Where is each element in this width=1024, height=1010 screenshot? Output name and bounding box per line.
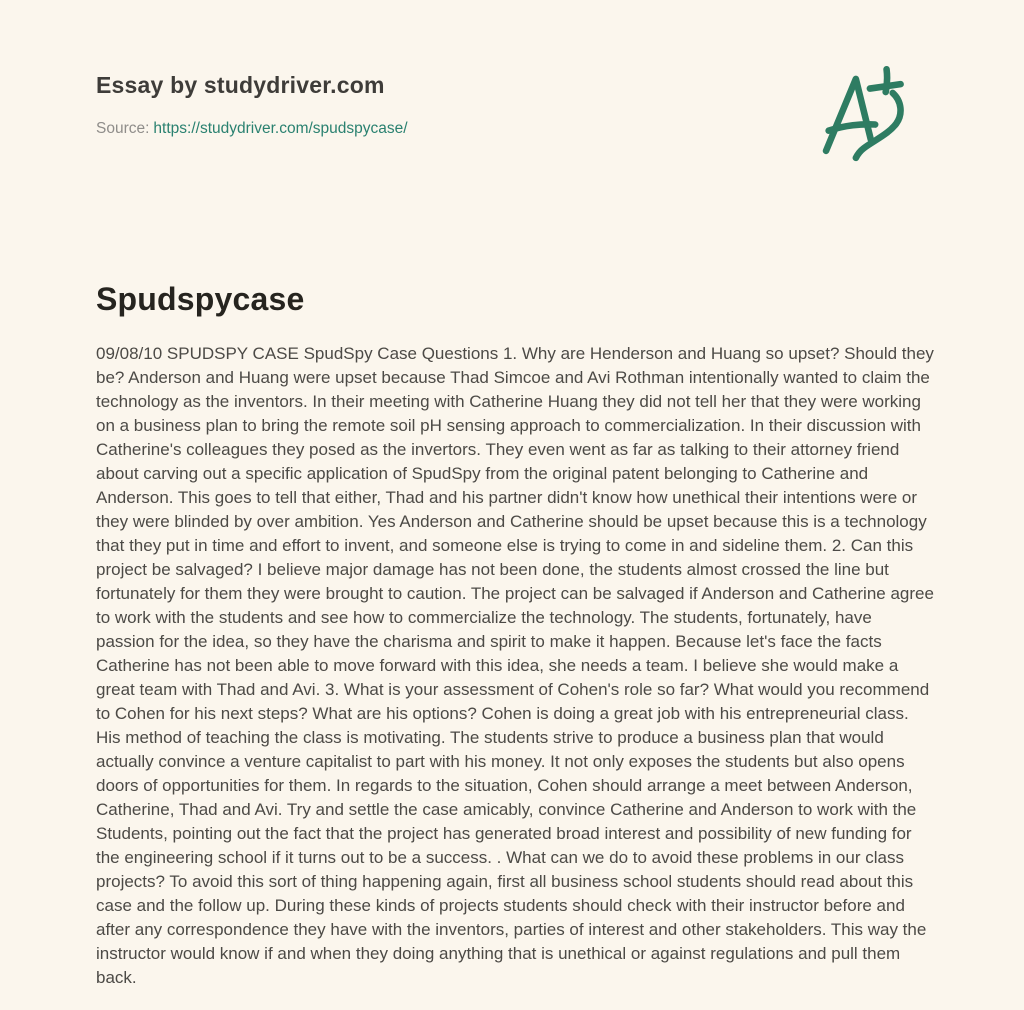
page-header — [96, 64, 930, 169]
site-byline-heading: Essay by studydriver.com — [96, 72, 385, 98]
source-url-link[interactable]: https://studydriver.com/spudspycase/ — [153, 120, 408, 137]
header-text-block — [96, 64, 408, 138]
a-plus-logo-icon — [818, 64, 906, 169]
essay-body-text: 09/08/10 SPUDSPY CASE SpudSpy Case Questions 1. Why are Henderson and Huang so upset? Should they be? Anderson and Huang were upset because Thad Simcoe and Avi Rothman intentionally wanted to claim the technology as the inventors. In their meeting with Catherine Huang they did not tell her that they were working on a business plan to bring the remote soil pH sensing approach to commercialization. In their discussion with Catherine's colleagues they posed as the invertors. They even went as far as talking to their attorney friend about carving out a specific application of SpudSpy from the original patent belonging to Catherine and Anderson. This goes to tell that either, Thad and his partner didn't know how unethical their intentions were or they were blinded by over ambition. Yes Anderson and Catherine should be upset because this is a technology that they put in time and effort to invent, and someone else is trying to come in and sideline them. 2. Can this project be salvaged? I believe major damage has not been done, the students almost crossed the line but fortunately for them they were brought to caution. The project can be salvaged if Anderson and Catherine agree to work with the students and see how to commercialize the technology. The students, fortunately, have passion for the idea, so they have the charisma and spirit to make it happen. Because let's face the facts Catherine has not been able to move forward with this idea, she needs a team. I believe she would make a great team with Thad and Avi. 3. What is your assessment of Cohen's role so far? What would you recommend to Cohen for his next steps? What are his options? Cohen is doing a great job with his entrepreneurial class. His method of teaching the class is motivating. The students strive to produce a business plan that would actually convince a venture capitalist to part with his money. It not only exposes the students but also opens doors of opportunities for them. In regards to the situation, Cohen should arrange a meet between Anderson, Catherine, Thad and Avi. Try and settle the case amicably, convince Catherine and Anderson to work with the Students, pointing out the fact that the project has generated broad interest and possibility of new funding for the engineering school if it turns out to be a success. . What can we do to avoid these problems in our class projects? To avoid this sort of thing happening again, first all business school students should read about this case and the follow up. During these kinds of projects students should check with their instructor before and after any correspondence they have with the inventors, parties of interest and other stakeholders. This way the instructor would know if and when they doing anything that is unethical or against regulations and pull them back. — [96, 344, 934, 987]
essay-title: Spudspycase — [96, 281, 305, 317]
source-line — [96, 120, 408, 138]
source-label: Source: — [96, 120, 150, 137]
